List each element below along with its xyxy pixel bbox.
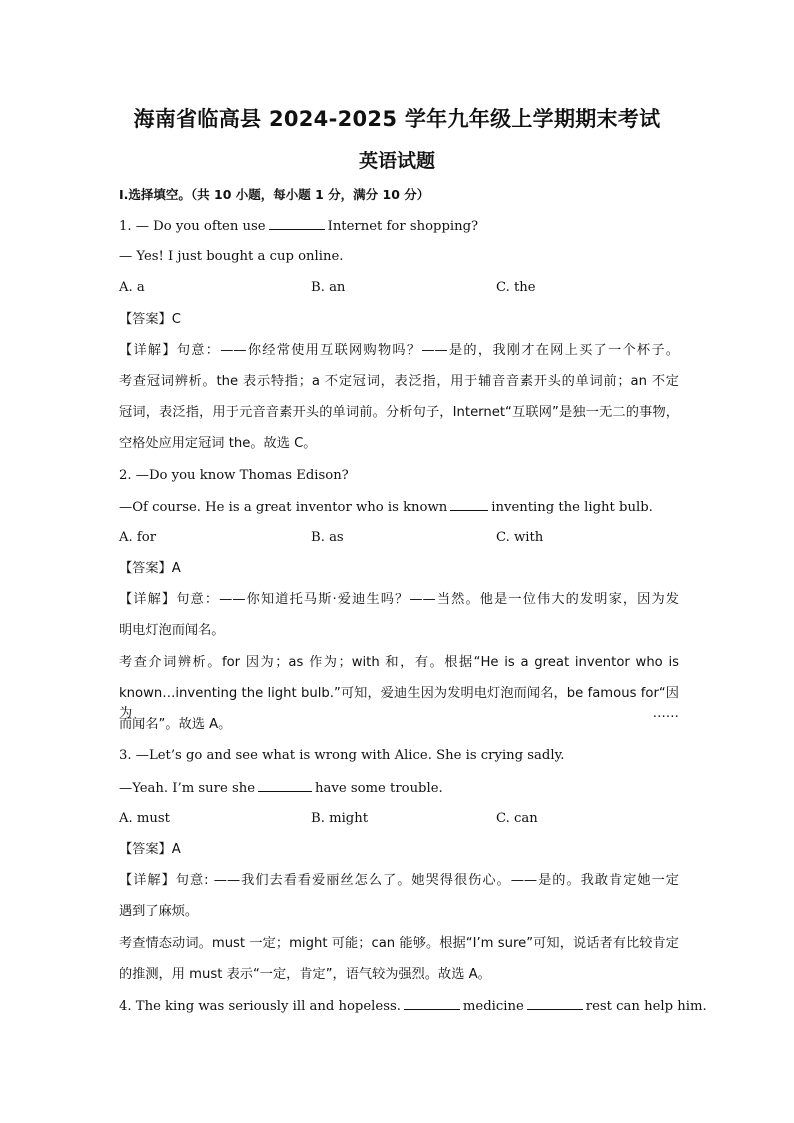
q2-option-b: B. as (311, 530, 344, 545)
q2-answer: 【答案】A (119, 561, 181, 576)
q1-stem-start: 1. — Do you often use (119, 219, 266, 234)
q2-reply (119, 497, 679, 518)
q3-option-b: B. might (311, 811, 369, 826)
q1-explanation-2: 考查冠词辨析。the 表示特指；a 不定冠词，表泛指，用于辅音音素开头的单词前；an 不定 (119, 374, 679, 389)
q1-answer: 【答案】C (119, 312, 181, 327)
q2-explanation-4: known…inventing the light bulb.”可知，爱迪生因为发明电灯泡而闻名，be famous for“因为…… (119, 686, 679, 721)
q1-explanation-4: 空格处应用定冠词 the。故选 C。 (119, 436, 317, 451)
q3-explanation-1: 【详解】句意: ——我们去看看爱丽丝怎么了。她哭得很伤心。——是的。我敢肯定她一定 (119, 873, 679, 888)
q3-blank (258, 778, 312, 792)
q2-explanation-5: 而闻名”。故选 A。 (119, 717, 232, 732)
q3-explanation-4: 的推测，用 must 表示“一定，肯定”，语气较为强烈。故选 A。 (119, 967, 491, 982)
page-title: 海南省临高县 2024-2025 学年九年级上学期期末考试 (133, 107, 661, 131)
q1-stem (119, 216, 679, 237)
q1-explanation-3: 冠词，表泛指，用于元音音素开头的单词前。分析句子，Internet“互联网”是独一无二的事物， (119, 405, 679, 420)
q3-answer: 【答案】A (119, 842, 181, 857)
q1-explanation-1: 【详解】句意：——你经常使用互联网购物吗？——是的，我刚才在网上买了一个杯子。 (119, 343, 679, 358)
q3-option-c: C. can (496, 811, 538, 826)
q4-stem-end: rest can help him. (585, 999, 707, 1014)
page-subtitle: 英语试题 (358, 150, 435, 172)
q1-option-b: B. an (311, 280, 346, 295)
q4-stem-start: 4. The king was seriously ill and hopeless. (119, 999, 401, 1014)
q2-stem: 2. —Do you know Thomas Edison? (119, 468, 349, 483)
q3-reply (119, 778, 679, 799)
q2-explanation-3: 考查介词辨析。for 因为；as 作为；with 和，有。根据“He is a great inventor who is (119, 655, 679, 670)
q1-blank (269, 216, 325, 230)
q2-explanation-2: 明电灯泡而闻名。 (119, 623, 225, 638)
q3-stem: 3. —Let’s go and see what is wrong with Alice. She is crying sadly. (119, 748, 565, 763)
q3-explanation-2: 遇到了麻烦。 (119, 904, 199, 919)
q3-reply-start: —Yeah. I’m sure she (119, 781, 256, 796)
q4-blank-2 (527, 996, 583, 1010)
q2-explanation-1: 【详解】句意：——你知道托马斯·爱迪生吗？——当然。他是一位伟大的发明家，因为发 (119, 592, 679, 607)
q1-option-a: A. a (119, 280, 145, 295)
q4-stem (119, 996, 707, 1017)
q2-reply-start: —Of course. He is a great inventor who is known (119, 500, 448, 515)
q3-explanation-3: 考查情态动词。must 一定；might 可能；can 能够。根据“I’m sure”可知，说话者有比较肯定 (119, 936, 679, 951)
q2-reply-end: inventing the light bulb. (491, 500, 653, 515)
section-heading: Ⅰ.选择填空。（共 10 小题，每小题 1 分，满分 10 分） (119, 187, 430, 202)
q3-reply-end: have some trouble. (315, 781, 443, 796)
q4-stem-middle: medicine (462, 999, 524, 1014)
q4-blank-1 (404, 996, 460, 1010)
q2-blank (450, 497, 488, 511)
q1-stem-end: Internet for shopping? (327, 219, 479, 234)
q1-option-c: C. the (496, 280, 536, 295)
q2-option-a: A. for (119, 530, 157, 545)
q2-option-c: C. with (496, 530, 544, 545)
q1-reply: — Yes! I just bought a cup online. (119, 249, 344, 264)
q3-option-a: A. must (119, 811, 170, 826)
